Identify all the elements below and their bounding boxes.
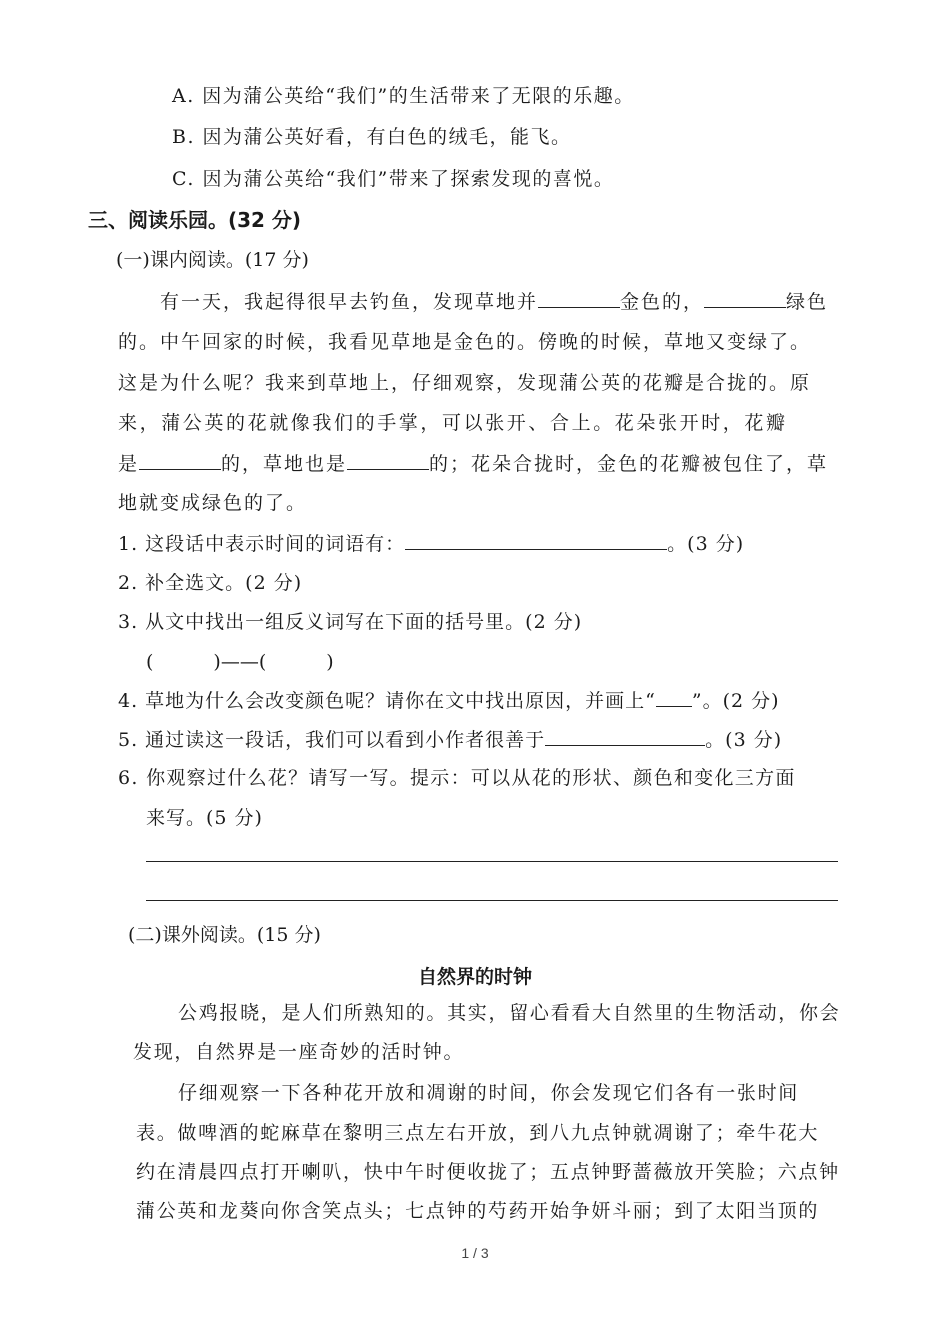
article-line-4: 表。做啤酒的蛇麻草在黎明三点左右开放，到八九点钟就凋谢了；牵牛花大: [136, 1122, 820, 1144]
fill-blank[interactable]: [139, 451, 221, 470]
question-4: [118, 688, 780, 713]
passage-line-2: 的。中午回家的时候，我看见草地是金色的。傍晚的时候，草地又变绿了。: [118, 331, 812, 353]
question-text: 。(3 分): [705, 729, 783, 751]
option-b: B. 因为蒲公英好看，有白色的绒毛，能飞。: [172, 126, 572, 148]
passage-line-5: [118, 451, 828, 476]
bracket-open: (: [146, 651, 154, 673]
answer-blank[interactable]: [405, 531, 667, 550]
question-text: 。(3 分): [667, 533, 745, 555]
part1-heading: (一)课内阅读。(17 分): [116, 249, 309, 271]
fill-blank[interactable]: [538, 289, 620, 308]
question-2: 2. 补全选文。(2 分): [118, 572, 303, 594]
passage-line-1: [160, 289, 828, 314]
article-line-3: 仔细观察一下各种花开放和凋谢的时间，你会发现它们各有一张时间: [178, 1082, 800, 1104]
passage-line-3: 这是为什么呢？我来到草地上，仔细观察，发现蒲公英的花瓣是合拢的。原: [118, 372, 812, 394]
option-c: C. 因为蒲公英给“我们”带来了探索发现的喜悦。: [172, 168, 615, 190]
writing-line-1[interactable]: [146, 861, 838, 862]
passage-text: 有一天，我起得很早去钓鱼，发现草地并: [160, 291, 539, 313]
passage-text: 金色的，: [620, 291, 705, 313]
question-text: 4. 草地为什么会改变颜色呢？请你在文中找出原因，并画上“: [118, 690, 656, 712]
antonym-brackets: [146, 650, 334, 674]
section-heading: 三、阅读乐园。(32 分): [88, 208, 302, 232]
article-line-2: 发现，自然界是一座奇妙的活时钟。: [133, 1041, 465, 1063]
writing-line-2[interactable]: [146, 900, 838, 901]
article-line-5: 约在清晨四点打开喇叭，快中午时便收拢了；五点钟野蔷薇放开笑脸；六点钟: [136, 1161, 840, 1183]
question-text: 1. 这段话中表示时间的词语有：: [118, 533, 406, 555]
passage-text: 的，草地也是: [221, 453, 348, 475]
article-line-1: 公鸡报晓，是人们所熟知的。其实，留心看看大自然里的生物活动，你会: [178, 1002, 841, 1024]
passage-text: 绿色: [786, 291, 829, 313]
bracket-mid: )——(: [213, 651, 267, 673]
question-5: [118, 727, 782, 752]
article-line-6: 蒲公英和龙葵向你含笑点头；七点钟的芍药开始争妍斗丽；到了太阳当顶的: [136, 1200, 820, 1222]
article-title: 自然界的时钟: [417, 966, 532, 988]
underline-sample: [656, 688, 692, 707]
passage-text: 是: [118, 453, 140, 475]
answer-blank[interactable]: [545, 727, 705, 746]
passage-line-4: 来，蒲公英的花就像我们的手掌，可以张开、合上。花朵张开时，花瓣: [118, 412, 788, 434]
fill-blank[interactable]: [347, 451, 429, 470]
passage-line-6: 地就变成绿色的了。: [118, 492, 308, 514]
question-1: [118, 531, 744, 556]
question-text: 5. 通过读这一段话，我们可以看到小作者很善于: [118, 729, 546, 751]
passage-text: 的；花朵合拢时，金色的花瓣被包住了，草: [429, 453, 829, 475]
question-6: 6. 你观察过什么花？请写一写。提示：可以从花的形状、颜色和变化三方面: [118, 767, 796, 789]
option-a: A. 因为蒲公英给“我们”的生活带来了无限的乐趣。: [172, 85, 635, 107]
question-text: ”。(2 分): [691, 690, 780, 712]
fill-blank[interactable]: [704, 289, 786, 308]
question-3: 3. 从文中找出一组反义词写在下面的括号里。(2 分): [118, 611, 583, 633]
bracket-close: ): [326, 651, 334, 673]
page-number: 1 / 3: [461, 1245, 489, 1261]
part2-heading: (二)课外阅读。(15 分): [128, 924, 321, 946]
question-6-cont: 来写。(5 分): [146, 807, 263, 829]
